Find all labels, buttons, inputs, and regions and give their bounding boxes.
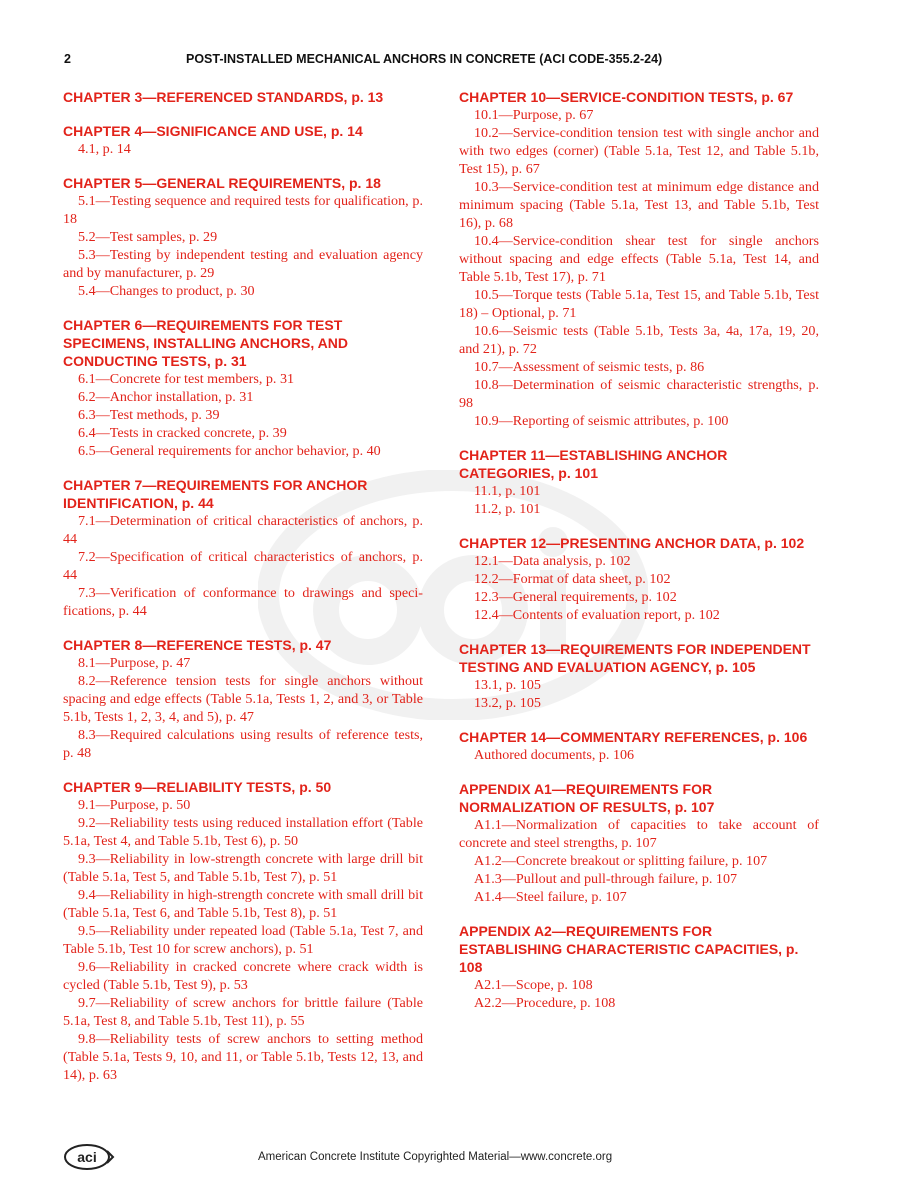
- toc-entry[interactable]: A2.1—Scope, p. 108: [474, 977, 593, 993]
- toc-chapter: [63, 476, 423, 620]
- toc-chapter: [459, 922, 819, 1012]
- toc-entry[interactable]: 12.3—General requirements, p. 102: [474, 589, 677, 605]
- toc-entry[interactable]: 10.6—Seismic tests (Table 5.1b, Tests 3a, 4a, 17a, 19, 20, and 21), p. 72: [459, 323, 819, 357]
- toc-entry[interactable]: 10.8—Determination of seismic characteristic strengths, p. 98: [459, 377, 819, 411]
- toc-entry[interactable]: 11.2, p. 101: [474, 501, 541, 517]
- toc-entry[interactable]: 5.1—Testing sequence and required tests for qualification, p. 18: [63, 193, 423, 227]
- toc-right-column: [459, 88, 819, 1028]
- toc-entry[interactable]: Authored documents, p. 106: [474, 747, 635, 763]
- toc-entry[interactable]: 10.5—Torque tests (Table 5.1a, Test 15, and Table 5.1b, Test 18) – Optional, p. 71: [459, 287, 819, 321]
- toc-chapter: [459, 534, 819, 624]
- toc-entry[interactable]: 8.2—Reference tension tests for single anchors without spacing and edge effects (Table 5.1a, Tests 1, 2, and 3, or Table 5.1b, Tests 1, 2, 3, 4, and 5), p. 47: [63, 673, 423, 725]
- toc-entry[interactable]: 13.2, p. 105: [474, 695, 541, 711]
- toc-entry[interactable]: A1.1—Normalization of capacities to take account of concrete and steel strengths, p. 107: [459, 817, 819, 851]
- toc-chapter: [459, 88, 819, 430]
- toc-entry[interactable]: 11.1, p. 101: [474, 483, 541, 499]
- aci-logo-icon: [63, 1143, 115, 1171]
- toc-entry[interactable]: 8.1—Purpose, p. 47: [78, 655, 191, 671]
- aci-logo-text: aci: [77, 1149, 97, 1165]
- chapter-title[interactable]: APPENDIX A2—REQUIREMENTS FOR ESTABLISHING CHARACTERISTIC CAPACITIES, p. 108: [459, 923, 799, 975]
- toc-entry[interactable]: 5.2—Test samples, p. 29: [78, 229, 218, 245]
- chapter-title[interactable]: APPENDIX A1—REQUIREMENTS FOR NORMALIZATION OF RESULTS, p. 107: [459, 781, 715, 815]
- toc-entry[interactable]: 13.1, p. 105: [474, 677, 541, 693]
- toc-entry[interactable]: 7.3—Verification of conformance to drawings and specifications, p. 44: [63, 585, 423, 619]
- toc-entry[interactable]: 6.5—General requirements for anchor behavior, p. 40: [78, 443, 381, 459]
- toc-entry[interactable]: 5.3—Testing by independent testing and evaluation agency and by manufacturer, p. 29: [63, 247, 423, 281]
- toc-entry[interactable]: 9.4—Reliability in high-strength concrete with small drill bit (Table 5.1a, Test 6, and Table 5.1b, Test 8), p. 51: [63, 887, 423, 921]
- toc-chapter: [459, 640, 819, 712]
- chapter-title[interactable]: CHAPTER 6—REQUIREMENTS FOR TEST SPECIMENS, INSTALLING ANCHORS, AND CONDUCTING TESTS, p. 31: [63, 317, 348, 369]
- toc-entry[interactable]: 6.4—Tests in cracked concrete, p. 39: [78, 425, 287, 441]
- toc-entry[interactable]: 9.2—Reliability tests using reduced installation effort (Table 5.1a, Test 4, and Table 5.1b, Test 6), p. 50: [63, 815, 423, 849]
- toc-entry[interactable]: 9.5—Reliability under repeated load (Table 5.1a, Test 7, and Table 5.1b, Test 10 for screw anchors), p. 51: [63, 923, 423, 957]
- toc-entry[interactable]: 6.1—Concrete for test members, p. 31: [78, 371, 295, 387]
- toc-entry[interactable]: 10.1—Purpose, p. 67: [474, 107, 594, 123]
- chapter-title[interactable]: CHAPTER 3—REFERENCED STANDARDS, p. 13: [63, 89, 384, 105]
- toc-chapter: [459, 780, 819, 906]
- toc-entry[interactable]: 9.7—Reliability of screw anchors for brittle failure (Table 5.1a, Test 8, and Table 5.1b, Test 11), p. 55: [63, 995, 423, 1029]
- footer-copyright: American Concrete Institute Copyrighted Material—www.concrete.org: [258, 1151, 613, 1163]
- toc-entry[interactable]: 10.2—Service-condition tension test with single anchor and with two edges (corner) (Table 5.1a, Test 12, and Table 5.1b, Test 15), p. 67: [459, 125, 819, 177]
- toc-entry[interactable]: 8.3—Required calculations using results of reference tests, p. 48: [63, 727, 423, 761]
- toc-entry[interactable]: 9.1—Purpose, p. 50: [78, 797, 191, 813]
- chapter-title[interactable]: CHAPTER 12—PRESENTING ANCHOR DATA, p. 102: [459, 535, 805, 551]
- toc-chapter: [459, 446, 819, 518]
- toc-entry[interactable]: A1.2—Concrete breakout or splitting failure, p. 107: [474, 853, 768, 869]
- toc-entry[interactable]: 6.2—Anchor installation, p. 31: [78, 389, 254, 405]
- toc-entry[interactable]: 9.3—Reliability in low-strength concrete with large drill bit (Table 5.1a, Test 5, and Table 5.1b, Test 7), p. 51: [63, 851, 423, 885]
- toc-entry[interactable]: 5.4—Changes to product, p. 30: [78, 283, 255, 299]
- chapter-title[interactable]: CHAPTER 13—REQUIREMENTS FOR INDEPENDENT TESTING AND EVALUATION AGENCY, p. 105: [459, 641, 811, 675]
- toc-entry[interactable]: 10.4—Service-condition shear test for single anchors without spacing and edge effects (Table 5.1a, Test 14, and Table 5.1b, Test 17), p. 71: [459, 233, 819, 285]
- toc-entry[interactable]: 7.1—Determination of critical characteristics of anchors, p. 44: [63, 513, 423, 547]
- toc-entry[interactable]: A2.2—Procedure, p. 108: [474, 995, 616, 1011]
- toc-entry[interactable]: A1.3—Pullout and pull-through failure, p. 107: [474, 871, 738, 887]
- toc-entry[interactable]: 4.1, p. 14: [78, 141, 131, 157]
- toc-entry[interactable]: 10.7—Assessment of seismic tests, p. 86: [474, 359, 705, 375]
- toc-chapter: [63, 316, 423, 460]
- toc-chapter: [63, 778, 423, 1084]
- toc-entry[interactable]: 10.9—Reporting of seismic attributes, p. 100: [474, 413, 729, 429]
- chapter-title[interactable]: CHAPTER 4—SIGNIFICANCE AND USE, p. 14: [63, 123, 363, 139]
- toc-entry[interactable]: 10.3—Service-condition test at minimum edge distance and minimum spacing (Table 5.1a, Test 13, and Table 5.1b, Test 16), p. 68: [459, 179, 819, 231]
- chapter-title[interactable]: CHAPTER 9—RELIABILITY TESTS, p. 50: [63, 779, 332, 795]
- toc-entry[interactable]: 12.2—Format of data sheet, p. 102: [474, 571, 671, 587]
- toc-entry[interactable]: 9.6—Reliability in cracked concrete where crack width is cycled (Table 5.1b, Test 9), p. 53: [63, 959, 423, 993]
- toc-chapter: [63, 636, 423, 762]
- toc-entry[interactable]: 12.4—Contents of evaluation report, p. 102: [474, 607, 720, 623]
- chapter-title[interactable]: CHAPTER 14—COMMENTARY REFERENCES, p. 106: [459, 729, 808, 745]
- chapter-title[interactable]: CHAPTER 11—ESTABLISHING ANCHOR CATEGORIES, p. 101: [459, 447, 728, 481]
- toc-left-column: [63, 88, 423, 1100]
- toc-entry[interactable]: A1.4—Steel failure, p. 107: [474, 889, 627, 905]
- chapter-title[interactable]: CHAPTER 8—REFERENCE TESTS, p. 47: [63, 637, 332, 653]
- toc-entry[interactable]: 6.3—Test methods, p. 39: [78, 407, 220, 423]
- toc-chapter: [63, 88, 423, 106]
- page-number: 2: [64, 52, 71, 66]
- toc-chapter: [63, 122, 423, 158]
- toc-entry[interactable]: 9.8—Reliability tests of screw anchors to setting method (Table 5.1a, Tests 9, 10, and 11, or Table 5.1b, Tests 12, 13, and 14), p. 63: [63, 1031, 423, 1083]
- running-title: POST-INSTALLED MECHANICAL ANCHORS IN CONCRETE (ACI CODE-355.2-24): [186, 52, 663, 66]
- toc-entry[interactable]: 12.1—Data analysis, p. 102: [474, 553, 631, 569]
- chapter-title[interactable]: CHAPTER 7—REQUIREMENTS FOR ANCHOR IDENTIFICATION, p. 44: [63, 477, 368, 511]
- toc-entry[interactable]: 7.2—Specification of critical characteristics of anchors, p. 44: [63, 549, 423, 583]
- toc-chapter: [459, 728, 819, 764]
- chapter-title[interactable]: CHAPTER 10—SERVICE-CONDITION TESTS, p. 67: [459, 89, 794, 105]
- chapter-title[interactable]: CHAPTER 5—GENERAL REQUIREMENTS, p. 18: [63, 175, 381, 191]
- toc-chapter: [63, 174, 423, 300]
